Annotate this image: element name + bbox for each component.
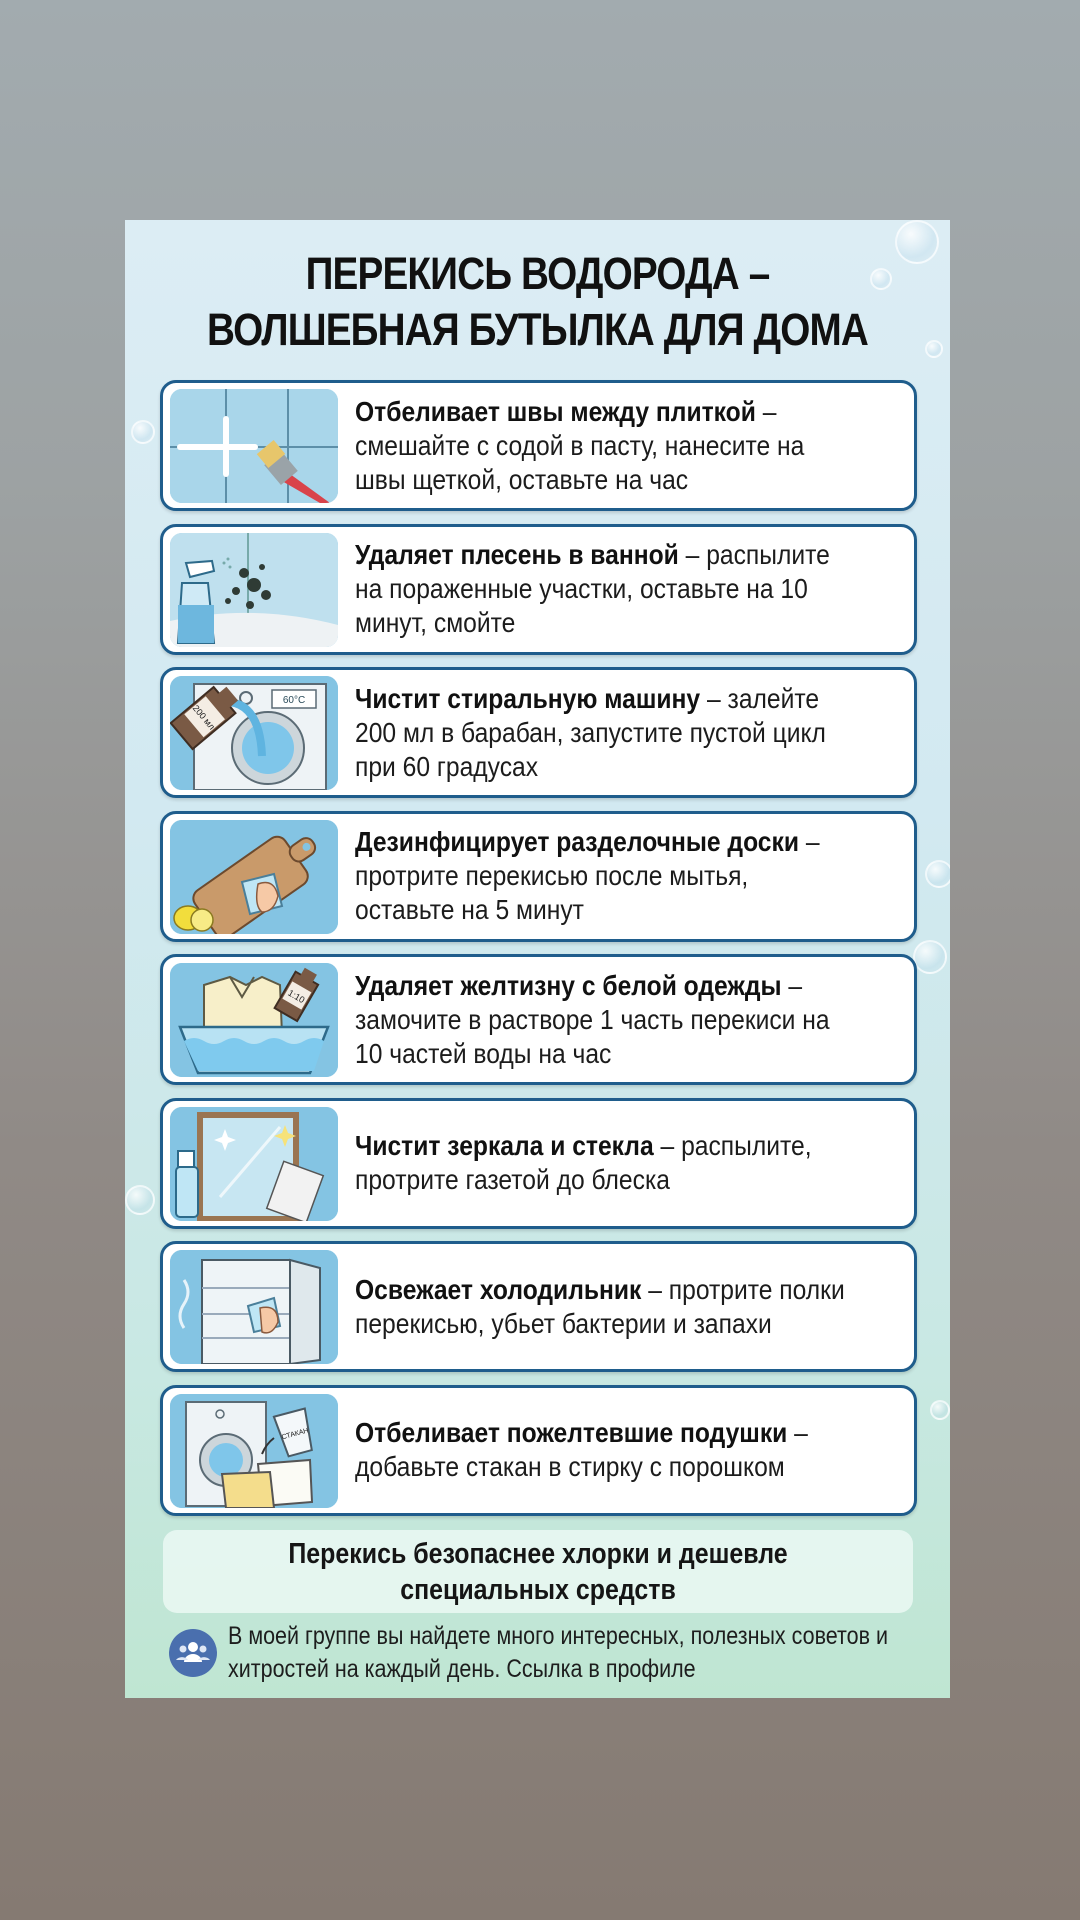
tip-text bbox=[355, 538, 848, 640]
tip-dash: – bbox=[641, 1273, 669, 1305]
tip-dash: – bbox=[787, 1417, 808, 1448]
tip-description: замочите в растворе 1 часть перекиси на 10 частей воды на час bbox=[355, 1003, 830, 1069]
tip-text-block bbox=[355, 527, 915, 652]
tip-text bbox=[355, 1129, 848, 1197]
tip-item bbox=[160, 1385, 917, 1516]
tip-description: добавьте стакан в стирку с порошком bbox=[355, 1451, 785, 1482]
tip-text-block bbox=[355, 1244, 915, 1369]
bubble-decoration bbox=[925, 860, 950, 888]
tip-text-block bbox=[355, 814, 915, 939]
tip-dash: – bbox=[678, 539, 707, 570]
pillows-washer-icon bbox=[170, 1394, 338, 1508]
shirt-basin-icon bbox=[170, 963, 338, 1077]
tip-text-block bbox=[355, 383, 915, 508]
tip-dash: – bbox=[653, 1130, 682, 1161]
tip-text bbox=[355, 1273, 848, 1341]
tip-item bbox=[160, 380, 917, 511]
tip-item bbox=[160, 667, 917, 798]
tip-heading: Освежает холодильник bbox=[355, 1273, 642, 1305]
tip-text bbox=[355, 682, 848, 784]
bubble-decoration bbox=[131, 420, 155, 444]
tile-grout-brush-icon bbox=[170, 389, 338, 503]
tip-heading: Отбеливает пожелтевшие подушки bbox=[355, 1417, 788, 1448]
tip-text bbox=[355, 395, 848, 497]
tip-heading: Дезинфицирует разделочные доски bbox=[355, 826, 799, 857]
cup-label: СТАКАН bbox=[281, 1426, 310, 1441]
ratio-label: 1:10 bbox=[286, 987, 307, 1006]
tip-item bbox=[160, 954, 917, 1085]
bubble-decoration bbox=[895, 220, 939, 264]
tip-description: протрите полки перекисью, убьет бактерии и запахи bbox=[355, 1273, 845, 1339]
tip-item bbox=[160, 1241, 917, 1372]
footer-text[interactable]: В моей группе вы найдете много интересных, полезных советов и хитростей на каждый день. Ссылка в профиле bbox=[228, 1622, 888, 1683]
tip-dash: – bbox=[781, 969, 803, 1001]
title-line-1: ПЕРЕКИСЬ ВОДОРОДА – bbox=[305, 248, 770, 299]
tip-description: протрите перекисью после мытья, оставьте на 5 минут bbox=[355, 860, 749, 925]
tip-heading: Удаляет плесень в ванной bbox=[355, 539, 679, 570]
footer-text-block bbox=[228, 1620, 950, 1686]
bottle-label: 200 мл bbox=[190, 703, 218, 732]
tip-text bbox=[355, 1416, 848, 1484]
mirror-newspaper-icon bbox=[170, 1107, 338, 1221]
bubble-decoration bbox=[125, 1185, 155, 1215]
tip-text-block bbox=[355, 670, 915, 795]
title-line-2: ВОЛШЕБНАЯ БУТЫЛКА ДЛЯ ДОМА bbox=[207, 304, 868, 355]
summary-box bbox=[163, 1530, 913, 1613]
tip-heading: Удаляет желтизну с белой одежды bbox=[355, 969, 782, 1001]
tip-text-block bbox=[355, 1101, 915, 1226]
tip-description: смешайте с содой в пасту, нанесите на швы щеткой, оставьте на час bbox=[355, 429, 805, 495]
tip-text-block bbox=[355, 957, 915, 1082]
tip-text bbox=[355, 825, 848, 927]
bubble-decoration bbox=[930, 1400, 950, 1420]
tip-heading: Чистит зеркала и стекла bbox=[355, 1130, 654, 1161]
tip-text bbox=[355, 969, 848, 1071]
bubble-decoration bbox=[925, 340, 943, 358]
tip-dash: – bbox=[755, 395, 777, 427]
tip-dash: – bbox=[798, 826, 820, 857]
tip-item bbox=[160, 524, 917, 655]
temperature-label: 60°C bbox=[282, 695, 306, 706]
washing-machine-bottle-icon bbox=[170, 676, 338, 790]
summary-text: Перекись безопаснее хлорки и дешевле специальных средств bbox=[288, 1537, 788, 1606]
cutting-board-icon bbox=[170, 820, 338, 934]
tip-heading: Отбеливает швы между плиткой bbox=[355, 395, 756, 427]
tip-heading: Чистит стиральную машину bbox=[355, 682, 701, 714]
spray-mold-icon bbox=[170, 533, 338, 647]
tip-description: распылите на пораженные участки, оставьте на 10 минут, смойте bbox=[355, 539, 830, 638]
infographic-card bbox=[125, 220, 950, 1698]
tip-description: залейте 200 мл в барабан, запустите пустой цикл при 60 градусах bbox=[355, 682, 826, 782]
tip-text-block bbox=[355, 1388, 915, 1513]
bubble-decoration bbox=[913, 940, 947, 974]
tip-item bbox=[160, 1098, 917, 1229]
tip-item bbox=[160, 811, 917, 942]
fridge-icon bbox=[170, 1250, 338, 1364]
group-icon[interactable] bbox=[169, 1629, 217, 1677]
tip-description: распылите, протрите газетой до блеска bbox=[355, 1130, 812, 1195]
tip-dash: – bbox=[700, 682, 728, 714]
